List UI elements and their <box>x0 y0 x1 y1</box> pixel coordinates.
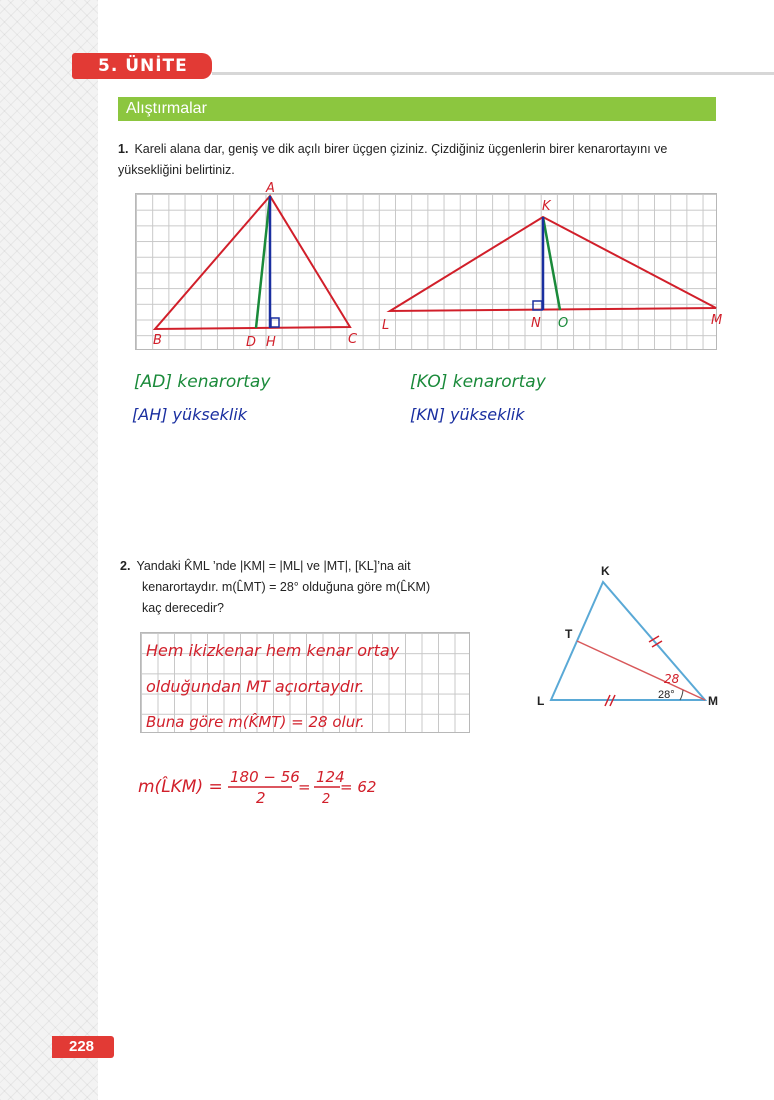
question-1-text: Kareli alana dar, geniş ve dik açılı birer üçgen çiziniz. Çizdiğiniz üçgenlerin birer kenarortayını ve yüksekliğini belirtiniz. <box>118 142 668 177</box>
unit-tag: 5. ÜNİTE <box>72 53 212 79</box>
question-2-line-3: kaç derecedir? <box>142 601 224 615</box>
figure-angle-label: 28° <box>658 689 675 701</box>
q2-answer-line-1: Hem ikizkenar hem kenar ortay <box>146 641 400 660</box>
computation-result: = 62 <box>340 778 377 796</box>
label-h: H <box>266 335 276 350</box>
median-mt <box>577 641 705 700</box>
figure-label-t: T <box>565 627 573 641</box>
handwritten-angle: 28 <box>664 672 680 686</box>
question-2-number: 2. <box>120 559 131 573</box>
computation-lhs: m(L̂KM) = <box>138 777 223 797</box>
page-number: 228 <box>52 1036 114 1058</box>
label-k: K <box>542 199 551 214</box>
answer-ah: [AH] yükseklik <box>132 405 248 424</box>
computation-eq: = <box>298 778 311 796</box>
figure-label-l: L <box>537 694 545 708</box>
label-d: D <box>246 335 257 350</box>
section-title: Alıştırmalar <box>118 97 716 121</box>
q2-answer-line-3: Buna göre m(K̂MT) = 28 olur. <box>146 713 365 731</box>
label-m: M <box>711 313 723 328</box>
label-n: N <box>531 316 541 331</box>
computation-den1: 2 <box>256 789 266 807</box>
triangle-kml <box>551 582 705 700</box>
computation-num1: 180 − 56 <box>230 768 300 786</box>
question-1-number: 1. <box>118 142 129 156</box>
q2-answer-line-2: olduğundan MT açıortaydır. <box>146 677 365 696</box>
answer-ko: [KO] kenarortay <box>410 372 546 392</box>
answer-kn: [KN] yükseklik <box>410 405 525 424</box>
figure-label-m: M <box>708 694 718 708</box>
label-l: L <box>382 318 390 333</box>
label-o: O <box>558 316 569 331</box>
angle-arc <box>680 690 683 700</box>
computation-den2: 2 <box>322 792 331 807</box>
question-2-line-1: 2. Yandaki K̂ML ’nde |KM| = |ML| ve |MT|, [KL]’na ait <box>120 559 411 573</box>
label-b: B <box>153 333 162 348</box>
computation-num2: 124 <box>316 768 345 786</box>
label-c: C <box>348 332 358 347</box>
answer-ad: [AD] kenarortay <box>134 372 271 392</box>
label-a: A <box>266 181 275 196</box>
question-2-line-2: kenarortaydır. m(L̂MT) = 28° olduğuna göre m(L̂KM) <box>142 580 431 594</box>
figure-label-k: K <box>601 564 610 578</box>
